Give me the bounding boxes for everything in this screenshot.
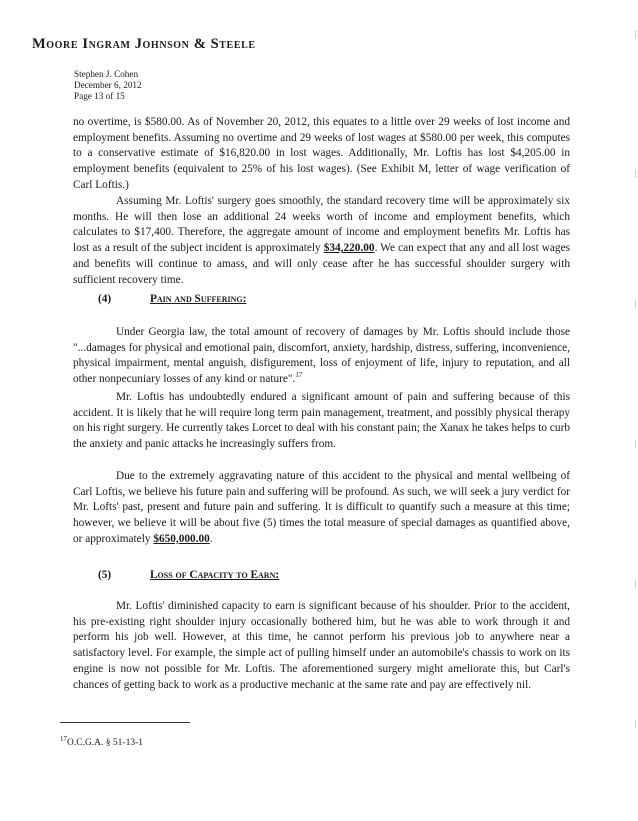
paragraph-lost-wages: no overtime, is $580.00. As of November 20, 2012, this equates to a little over 29 weeks of lost income and employment benefits. Assuming no overtime and 29 weeks of lost wages at $580.00 per week, this computes to a conservative estimate of $16,820.00 in lost wages. Additionally, Mr. Loftis has lost $4,205.00 in employment benefits (equivalent to 25% of his lost wages). (See Exhibit M, letter of wage verification of Carl Loftis.) xyxy=(73,116,570,191)
paragraph-future-pain: Due to the extremely aggravating nature of this accident to the physical and mental wellbeing of Carl Loftis, we believe his future pain and suffering will be profound. As such, we will seek a jury verdict for Mr. Lofts' past, present and future pain and suffering. It is difficult to quantify such a measure at this time; however, we believe it will be about five (5) times the total measure of special damages as quantified above, or approximately $650,000.00. xyxy=(73,470,570,545)
paragraph-georgia-law: Under Georgia law, the total amount of recovery of damages by Mr. Loftis should include those "...damages for physical and emotional pain, discomfort, anxiety, hardship, distress, suffering, inconvenience, physical impairment, mental anguish, disfigurement, loss of enjoyment of life, injury to reputation, and all other nonpecuniary losses of any kind or nature".$^{17}$ xyxy=(73,326,570,386)
footnote-divider xyxy=(60,722,190,723)
paragraph-recovery-time: Assuming Mr. Loftis' surgery goes smoothly, the standard recovery time will be approximately six months. He will then lose an additional 24 weeks worth of income and employment benefits, which calculates to $17,400. Therefore, the aggregate amount of income and employment benefits Mr. Loftis has lost as a result of the subject incident is approximately $34,220.00. We can expect that any and all lost wages and benefits will continue to amass, and will only cease after he has successful shoulder surgery with sufficient recovery time. xyxy=(73,195,570,286)
pain-suffering-total: $650,000.00 xyxy=(153,532,210,545)
footnote xyxy=(60,734,143,748)
footnote-text: O.C.G.A. § 51-13-1 xyxy=(67,738,143,748)
section-heading-capacity-to-earn: (5) Loss of Capacity to Earn: xyxy=(98,569,280,581)
paragraph-diminished-capacity: Mr. Loftis' diminished capacity to earn is significant because of his shoulder. Prior to the accident, his pre-existing right shoulder injury occasionally bothered him, but he was able to work through it and perform his job well. However, at this time, he cannot perform his previous job to anywhere near a satisfactory level. For example, the simple act of pulling himself under an automobile's chassis to work on its engine is now not possible for Mr. Loftis. The aforementioned surgery might ameliorate this, but Carl's chances of getting back to work as a productive mechanic at the same rate and pay are effectively nil. xyxy=(73,600,570,691)
paragraph-pain-endured: Mr. Loftis has undoubtedly endured a significant amount of pain and suffering because of this accident. It is likely that he will require long term pain management, treatment, and possibly physical therapy on his right surgery. He currently takes Lorcet to deal with his constant pain; the Xanax he takes helps to curb the anxiety and panic attacks he increasingly suffers from. xyxy=(73,391,570,451)
footnote-reference: 17 xyxy=(295,371,303,380)
letter-date: December 6, 2012 xyxy=(74,80,142,90)
footnote-number: 17 xyxy=(60,734,67,743)
lost-income-total: $34,220.00 xyxy=(323,242,375,255)
section-heading-pain-suffering: (4) Pain and Suffering: xyxy=(98,293,247,305)
letter-meta xyxy=(74,69,142,102)
scan-edge-marks xyxy=(628,0,636,821)
recipient-name: Stephen J. Cohen xyxy=(74,69,139,79)
firm-letterhead: Moore Ingram Johnson & Steele xyxy=(32,36,256,52)
page-number: Page 13 of 15 xyxy=(74,91,125,101)
